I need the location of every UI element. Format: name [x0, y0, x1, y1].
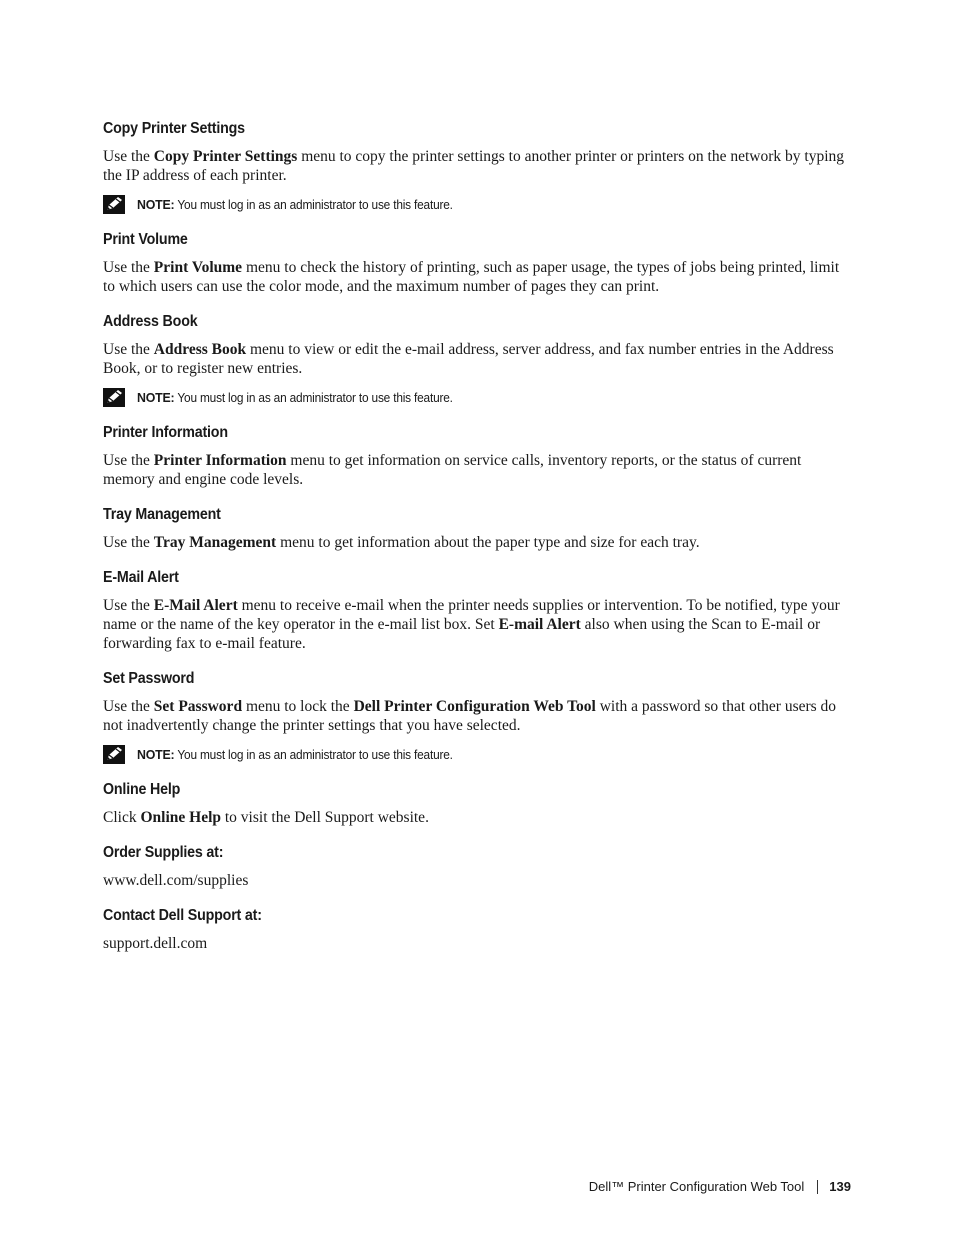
tool-name: Dell Printer Configuration Web Tool	[353, 698, 596, 715]
menu-name: Online Help	[140, 809, 221, 826]
section-print-volume	[103, 230, 853, 296]
menu-name: Set Password	[153, 698, 243, 715]
section-copy-printer-settings	[103, 119, 853, 214]
note-text: You must log in as an administrator to use this feature.	[177, 747, 453, 762]
section-tray-management	[103, 505, 853, 552]
note-pencil-icon	[103, 745, 125, 764]
section-heading: E-Mail Alert	[103, 569, 179, 586]
section-contact-support	[103, 906, 853, 953]
menu-name: E-mail Alert	[498, 616, 581, 633]
section-heading: Printer Information	[103, 424, 228, 441]
section-order-supplies	[103, 843, 853, 890]
section-set-password	[103, 669, 853, 764]
support-link[interactable]: support.dell.com	[103, 935, 208, 952]
section-body: Use the Printer Information menu to get information on service calls, inventory reports, or the status of current memory and engine code levels.	[103, 452, 802, 488]
note-label: NOTE:	[137, 746, 175, 762]
section-heading: Copy Printer Settings	[103, 120, 245, 137]
section-email-alert	[103, 568, 853, 653]
page-footer	[589, 1179, 851, 1194]
page-number: 139	[829, 1179, 851, 1194]
section-heading: Print Volume	[103, 231, 188, 248]
menu-name: Printer Information	[153, 452, 287, 469]
note-pencil-icon	[103, 195, 125, 214]
section-address-book	[103, 312, 853, 407]
menu-name: Tray Management	[153, 534, 277, 551]
menu-name: Address Book	[153, 341, 247, 358]
section-body: Use the E-Mail Alert menu to receive e-mail when the printer needs supplies or intervention. To be notified, type your name or the name of the key operator in the e-mail list box. Set E-mail Alert also when using the Scan to E-mail or forwarding fax to e-mail feature.	[103, 597, 840, 652]
section-body: Use the Copy Printer Settings menu to copy the printer settings to another printer or printers on the network by typing the IP address of each printer.	[103, 148, 844, 184]
section-heading: Tray Management	[103, 506, 221, 523]
note	[103, 744, 853, 764]
section-body: Click Online Help to visit the Dell Support website.	[103, 809, 429, 826]
note-text: You must log in as an administrator to use this feature.	[177, 390, 453, 405]
note	[103, 194, 853, 214]
section-heading: Online Help	[103, 781, 181, 798]
section-body: Use the Print Volume menu to check the history of printing, such as paper usage, the types of jobs being printed, limit to which users can use the color mode, and the maximum number of pages they can print.	[103, 259, 840, 295]
section-online-help	[103, 780, 853, 827]
menu-name: Copy Printer Settings	[153, 148, 298, 165]
menu-name: E-Mail Alert	[153, 597, 238, 614]
footer-title: Dell™ Printer Configuration Web Tool	[588, 1179, 805, 1194]
section-body: Use the Tray Management menu to get information about the paper type and size for each tray.	[103, 534, 700, 551]
page-content	[103, 119, 853, 969]
section-body: Use the Address Book menu to view or edit the e-mail address, server address, and fax number entries in the Address Book, or to register new entries.	[103, 341, 834, 377]
section-heading: Contact Dell Support at:	[103, 907, 262, 924]
footer-divider	[817, 1180, 818, 1194]
section-heading: Address Book	[103, 313, 198, 330]
note-pencil-icon	[103, 388, 125, 407]
note	[103, 387, 853, 407]
note-label: NOTE:	[137, 196, 175, 212]
supplies-link[interactable]: www.dell.com/supplies	[103, 872, 249, 889]
menu-name: Print Volume	[153, 259, 243, 276]
section-heading: Set Password	[103, 670, 195, 687]
section-printer-information	[103, 423, 853, 489]
note-label: NOTE:	[137, 389, 175, 405]
section-body: Use the Set Password menu to lock the Dell Printer Configuration Web Tool with a password so that other users do not inadvertently change the printer settings that you have selected.	[103, 698, 837, 734]
section-heading: Order Supplies at:	[103, 844, 224, 861]
note-text: You must log in as an administrator to use this feature.	[177, 197, 453, 212]
